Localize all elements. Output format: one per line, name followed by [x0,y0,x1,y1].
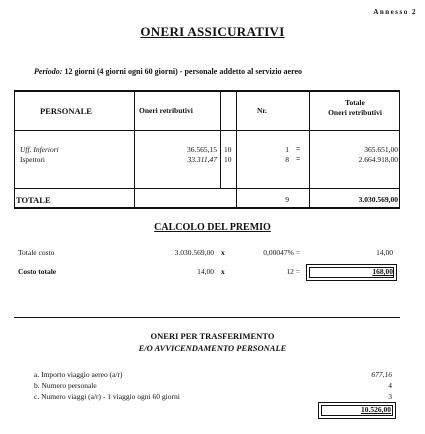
row1-name: Uff. Inferiori [20,145,59,154]
row1-total: 365.651,00 [364,145,398,154]
row2-name: Ispettori [20,155,45,164]
premio-row1-label: Totale costo [18,248,55,257]
premio-row1-b: 0,00047% = [263,248,300,257]
table-bottom-border [14,207,400,209]
trasferimento-title-2: E/O AVVICENDAMENTO PERSONALE [138,343,287,353]
period-text: 12 giorni (4 giorni ogni 60 giorni) - personale addetto al servizio aereo [64,67,303,76]
row2-oneri: 33.311,47 [187,155,217,164]
header-totale-line2: Oneri retributivi [328,108,382,117]
period-label: Periodo: [34,67,63,76]
row2-days: 10 [224,155,232,164]
trasferimento-item-c: c. Numero viaggi (a/r) - 1 viaggio ogni 60 giorni [34,392,180,401]
trasferimento-total: 10.526,00 [361,405,391,414]
total-label: TOTALE [16,195,51,205]
section-separator [14,317,400,318]
header-nr: Nr. [257,106,267,115]
premio-row2-b: 12 = [286,267,300,276]
premio-row2-a: 14,00 [197,267,214,276]
table-right-border [399,90,400,208]
premio-row1-op: x [221,248,225,257]
table-body-divider [14,188,400,189]
table-top-border [14,90,400,92]
premio-row2-op: x [221,267,225,276]
table-header-divider [14,130,400,131]
table-left-border [14,90,15,208]
col-divider-2 [220,90,221,188]
page-title: ONERI ASSICURATIVI [140,24,285,39]
row2-nr: 8 [285,155,289,164]
row2-equals: = [296,154,301,163]
premio-row2-result: 168,00 [372,267,393,276]
premio-row1-result: 14,00 [376,248,393,257]
header-oneri: Oneri retributivi [139,106,193,115]
trasferimento-item-b: b. Numero personale [34,381,97,390]
row1-oneri: 36.565,15 [187,145,217,154]
row1-equals: = [296,144,301,153]
col-divider-1 [134,90,135,208]
row1-nr: 1 [285,145,289,154]
annex-label: Annesso 2 [373,8,417,16]
total-value: 3.030.569,00 [358,195,398,204]
header-totale-line1: Totale [345,98,365,107]
period-line [34,67,302,76]
premio-title: CALCOLO DEL PREMIO [154,222,271,233]
premio-row2-label: Costo totale [18,267,57,276]
trasferimento-title-1: ONERI PER TRASFERIMENTO [150,331,275,341]
trasferimento-value-b: 4 [388,381,392,390]
header-personale: PERSONALE [40,106,92,116]
col-divider-4 [309,90,310,208]
col-divider-3 [236,90,237,208]
trasferimento-value-a: 677,16 [371,370,392,379]
row1-days: 10 [224,145,232,154]
trasferimento-value-c: 3 [388,392,392,401]
trasferimento-item-a: a. Importo viaggio aereo (a/r) [34,370,123,379]
row2-total: 2.664.918,00 [358,155,398,164]
premio-row1-a: 3.030.569,00 [174,248,214,257]
total-nr: 9 [285,195,289,204]
